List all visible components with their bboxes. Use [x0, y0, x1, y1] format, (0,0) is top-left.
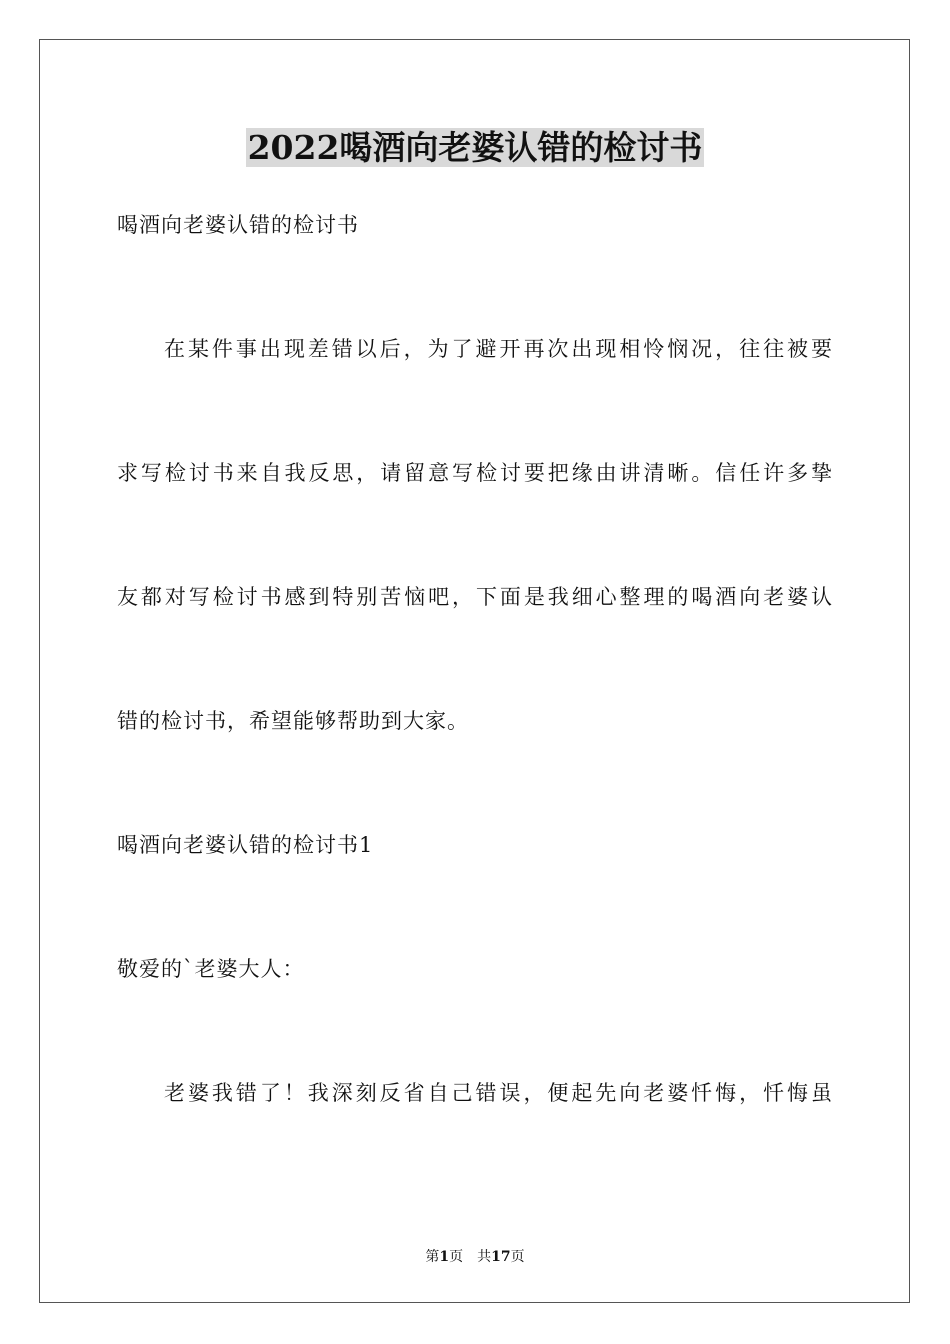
- document-title: [0, 126, 950, 170]
- footer-total-suffix: 页: [510, 1249, 525, 1265]
- paragraph-line: 友都对写检讨书感到特别苦恼吧，下面是我细心整理的喝酒向老婆认: [117, 585, 832, 609]
- subtitle-line: 喝酒向老婆认错的检讨书: [117, 213, 359, 237]
- footer-page-suffix: 页: [449, 1249, 464, 1265]
- footer-page-prefix: 第: [425, 1249, 440, 1265]
- paragraph-line: 求写检讨书来自我反思，请留意写检讨要把缘由讲清晰。信任许多挚: [117, 461, 832, 485]
- document-title-text: 2022喝酒向老婆认错的检讨书: [247, 128, 703, 167]
- paragraph-line: 老婆我错了！我深刻反省自己错误，便起先向老婆忏悔，忏悔虽: [164, 1081, 832, 1105]
- page-footer: [0, 1247, 950, 1267]
- footer-total-prefix: 共: [477, 1249, 492, 1265]
- salutation-line: 敬爱的`老婆大人：: [117, 957, 305, 981]
- paragraph-line: 在某件事出现差错以后，为了避开再次出现相怜悯况，往往被要: [164, 337, 832, 361]
- section-heading: 喝酒向老婆认错的检讨书1: [117, 833, 374, 857]
- footer-total-pages: 17: [491, 1249, 511, 1265]
- paragraph-line: 错的检讨书，希望能够帮助到大家。: [117, 709, 469, 733]
- footer-page-number: 1: [439, 1249, 450, 1265]
